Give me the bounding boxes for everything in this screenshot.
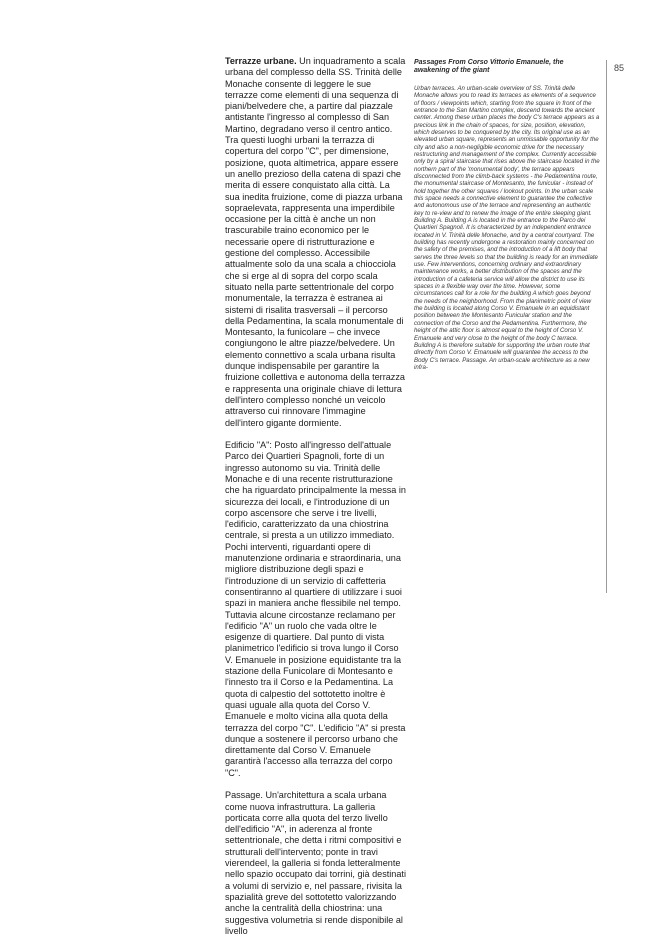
margin-divider (606, 60, 607, 593)
paragraph-passage: Passage. Un'architettura a scala urbana come nuova infrastruttura. La galleria porticata corre alla quota del terzo livello dell'edificio "A", in aderenza al fronte settentrionale, che detta i ritmi compositivi e strutturali dell'intervento; ponte in travi vierendeel, la galleria si fonda letteralmente nello spazio occupato dai torrini, già destinati a volumi di servizio e, nel passare, rivisita la spazialità greve del sottotetto valorizzando anche la centralità della chiostrina: una suggestiva volumetria si rende disponibile al livello (225, 790, 406, 936)
translation-column (414, 59, 600, 371)
paragraph-lead: Terrazze urbane. (225, 56, 297, 66)
translation-body: Urban terraces. An urban-scale overview of SS. Trinità delle Monache allows you to read its terraces as elements of a sequence of floors / viewpoints which, starting from the square in front of the entrance to the San Martino complex, descend towards the ancient center. Among these urban places the body C's terrace appears as a precious link in the chain of spaces, for size, position, elevation, which deserves to be conquered by the city. Its original use as an elevated urban square, represents an unmissable opportunity for the city and also a non-negligible economic drive for the necessary restructuring and management of the complex. Currently accessible only by a spiral staircase that rises above the staircase located in the northern part of the 'monumental body', the terrace appears disconnected from the climb-back systems - the Pedamentina route, the monumental staircase of Montesanto, the funicular - instead of hold together the other squares / lookout points. In the urban scale this space needs a connective element to guarantee the collective and autonomous use of the terrace and representing an authentic key to re-view and to renew the image of the entire sleeping giant. Building A. Building A is located in the entrance to the Parco dei Quartieri Spagnoli. It is characterized by an independent entrance located in V. Trinità delle Monache, and by a central courtyard. The building has recently undergone a restoration mainly concerned on the safety of the premises, and the introduction of a lift body that serves the three levels so that the building is ready for an immediate use. Few interventions, concerning ordinary and extraordinary maintenance works, a better distribution of the spaces and the introduction of a cafeteria service will allow the district to use its spaces in a flexible way over the time. However, some circumstances call for a role for the building A which goes beyond the needs of the neighborhood. From the planimetric point of view the building is located along Corso V. Emanuele in an equidistant position between the Montesanto Funicular station and the connection of the Corso and the Pedamentina. Furthermore, the height of the attic floor is almost equal to the height of Corso V. Emanuele and very close to the height of the body C terrace. Building A is therefore suitable for supporting the urban route that directly from Corso V. Emanuele will guarantee the access to the Body C's terrace. Passage. An urban-scale architecture as a new infra- (414, 84, 600, 371)
main-text-column (225, 56, 406, 948)
paragraph-terraces (225, 56, 406, 429)
paragraph-body: Un inquadramento a scala urbana del complesso della SS. Trinità delle Monache consente di leggere le sue terrazze come elementi di una sequenza di piani/belvedere che, a partire dal piazzale antistante l'ingresso al complesso di San Martino, degradano verso il centro antico. Tra questi luoghi urbani la terrazza di copertura del corpo "C", per dimensione, posizione, quota altimetrica, appare essere un anello prezioso della catena di spazi che merita di essere conquistato alla città. La sua inedita fruizione, come di piazza urbana sopraelevata, rappresenta una imperdibile occasione per la città è anche un non trascurabile traino economico per le necessarie opere di ristrutturazione e gestione del complesso. Accessibile attualmente solo da una scala a chiocciola che si erge al di sopra del corpo scala situato nella parte settentrionale del corpo monumentale, la terrazza è estranea ai sistemi di risalita trasversali – il percorso della Pedamentina, la scala monumentale di Montesanto, la funicolare – che invece congiungono le altre piazze/belvedere. Un elemento connettivo a scala urbana risulta dunque indispensabile per garantire la fruizione collettiva e autonoma della terrazza e rappresenta una originale chiave di lettura dell'intero complesso nonché un veicolo attraverso cui rinnovare l'immagine dell'intero gigante dormiente. (225, 56, 406, 428)
page-number: 85 (614, 63, 625, 73)
paragraph-edificio-a: Edificio "A": Posto all'ingresso dell'attuale Parco dei Quartieri Spagnoli, forte di un ingresso autonomo su via. Trinità delle Monache e di una recente ristrutturazione che ha riguardato principalmente la messa in sicurezza dei locali, e l'introduzione di un corpo ascensore che serve i tre livelli, l'edificio, caratterizzato da una chiostrina centrale, si presta a un utilizzo immediato. Pochi interventi, riguardanti opere di manutenzione ordinaria e straordinaria, una migliore distribuzione degli spazi e l'introduzione di un servizio di caffetteria consentiranno al quartiere di utilizzare i suoi spazi in maniera anche flessibile nel tempo. Tuttavia alcune circostanze reclamano per l'edificio "A" un ruolo che vada oltre le esigenze di quartiere. Dal punto di vista planimetrico l'edificio si trova lungo il Corso V. Emanuele in posizione equidistante tra la stazione della Funicolare di Montesanto e l'innesto tra il Corso e la Pedamentina. La quota di calpestio del sottotetto inoltre è quasi uguale alla quota del Corso V. Emanuele e molto vicina alla quota della terrazza del corpo "C". L'edificio "A" si presta dunque a sostenere il percorso urbano che direttamente dal Corso V. Emanuele garantirà l'accesso alla terrazza del corpo "C". (225, 440, 406, 778)
translation-title: Passages From Corso Vittorio Emanuele, the awakening of the giant (414, 59, 564, 75)
